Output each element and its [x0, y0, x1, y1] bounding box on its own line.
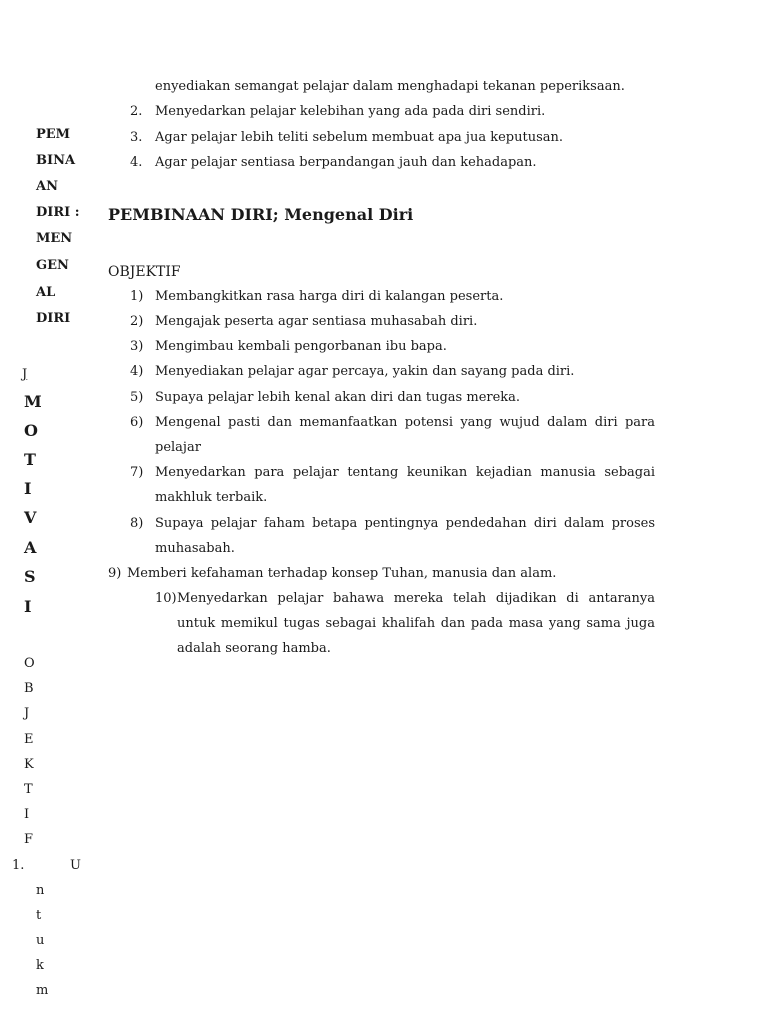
sidebar-title-fragment: AN	[36, 179, 58, 194]
objektif-item-text: Mengenal pasti dan memanfaatkan potensi yang wujud dalam diri para pelajar	[155, 415, 655, 455]
sidebar-motivasi-letter: I	[24, 597, 32, 616]
intro-item-num: 3.	[130, 130, 143, 145]
sidebar-title-fragment: GEN	[36, 258, 69, 273]
objektif-item-text: Membangkitkan rasa harga diri di kalangan peserta.	[155, 289, 504, 304]
sidebar-untukm-letter: n	[36, 883, 45, 898]
objektif-item-num: 10)	[155, 591, 177, 606]
sidebar-objektif-letter: F	[24, 832, 34, 847]
objektif-item-text: Supaya pelajar lebih kenal akan diri dan tugas mereka.	[155, 390, 521, 405]
sidebar-objektif-letter: E	[24, 732, 34, 747]
intro-item-num: 4.	[130, 155, 143, 170]
sidebar-title-fragment: PEM	[36, 127, 71, 142]
objektif-label: OBJEKTIF	[108, 264, 181, 280]
sidebar-untukm-letter: U	[70, 858, 81, 873]
objektif-item-num: 9)	[108, 566, 122, 581]
objektif-item-num: 3)	[130, 339, 144, 354]
intro-item-num: 2.	[130, 104, 143, 119]
objektif-item-text: Menyediakan pelajar agar percaya, yakin dan sayang pada diri.	[155, 364, 575, 379]
sidebar-title-fragment: MEN	[36, 231, 73, 246]
objektif-item-text: Mengimbau kembali pengorbanan ibu bapa.	[155, 339, 447, 354]
sidebar-title-fragment: DIRI :	[36, 205, 80, 220]
sidebar-j-letter: J	[22, 367, 28, 382]
intro-item-text: Agar pelajar sentiasa berpandangan jauh dan kehadapan.	[155, 155, 537, 170]
objektif-item-num: 6)	[130, 415, 144, 430]
objektif-item-text: Memberi kefahaman terhadap konsep Tuhan, manusia dan alam.	[127, 566, 557, 581]
sidebar-motivasi-letter: V	[24, 508, 37, 527]
objektif-item-text: Mengajak peserta agar sentiasa muhasabah diri.	[155, 314, 478, 329]
sidebar-title-fragment: BINA	[36, 153, 76, 168]
objektif-item-text: Menyedarkan pelajar bahawa mereka telah dijadikan di antaranya untuk memikul tugas sebagai khalifah dan pada masa yang sama juga adalah seorang hamba.	[177, 591, 655, 656]
objektif-item-num: 1)	[130, 289, 144, 304]
objektif-item-num: 4)	[130, 364, 144, 379]
sidebar-objektif-letter: J	[24, 706, 30, 721]
sidebar-title-fragment: AL	[36, 285, 56, 300]
sidebar-motivasi-letter: O	[24, 421, 38, 440]
sidebar-motivasi-letter: T	[24, 450, 36, 469]
sidebar-objektif-letter: T	[24, 782, 33, 797]
sidebar-objektif-letter: B	[24, 681, 34, 696]
sidebar-item-number: 1.	[12, 858, 25, 873]
objektif-item-text: Supaya pelajar faham betapa pentingnya pendedahan diri dalam proses muhasabah.	[155, 516, 655, 556]
section-heading: PEMBINAAN DIRI; Mengenal Diri	[108, 205, 414, 224]
sidebar-untukm-letter: m	[36, 983, 49, 998]
intro-item-text: Agar pelajar lebih teliti sebelum membuat apa jua keputusan.	[155, 130, 563, 145]
intro-continuation: enyediakan semangat pelajar dalam menghadapi tekanan peperiksaan.	[155, 79, 625, 94]
objektif-item-num: 2)	[130, 314, 144, 329]
sidebar-untukm-letter: u	[36, 933, 45, 948]
sidebar-motivasi-letter: S	[24, 567, 36, 586]
sidebar-motivasi-letter: M	[24, 392, 42, 411]
sidebar-title-fragment: DIRI	[36, 311, 71, 326]
objektif-item-text: Menyedarkan para pelajar tentang keunikan kejadian manusia sebagai makhluk terbaik.	[155, 465, 655, 505]
sidebar-untukm-letter: k	[36, 958, 44, 973]
objektif-item-num: 7)	[130, 465, 144, 480]
sidebar-motivasi-letter: I	[24, 479, 32, 498]
sidebar-objektif-letter: K	[24, 757, 34, 772]
intro-item-text: Menyedarkan pelajar kelebihan yang ada pada diri sendiri.	[155, 104, 546, 119]
sidebar-objektif-letter: I	[24, 807, 30, 822]
objektif-item-num: 8)	[130, 516, 144, 531]
objektif-item-num: 5)	[130, 390, 144, 405]
sidebar-objektif-letter: O	[24, 656, 35, 671]
sidebar-untukm-letter: t	[36, 908, 42, 923]
sidebar-motivasi-letter: A	[24, 538, 37, 557]
